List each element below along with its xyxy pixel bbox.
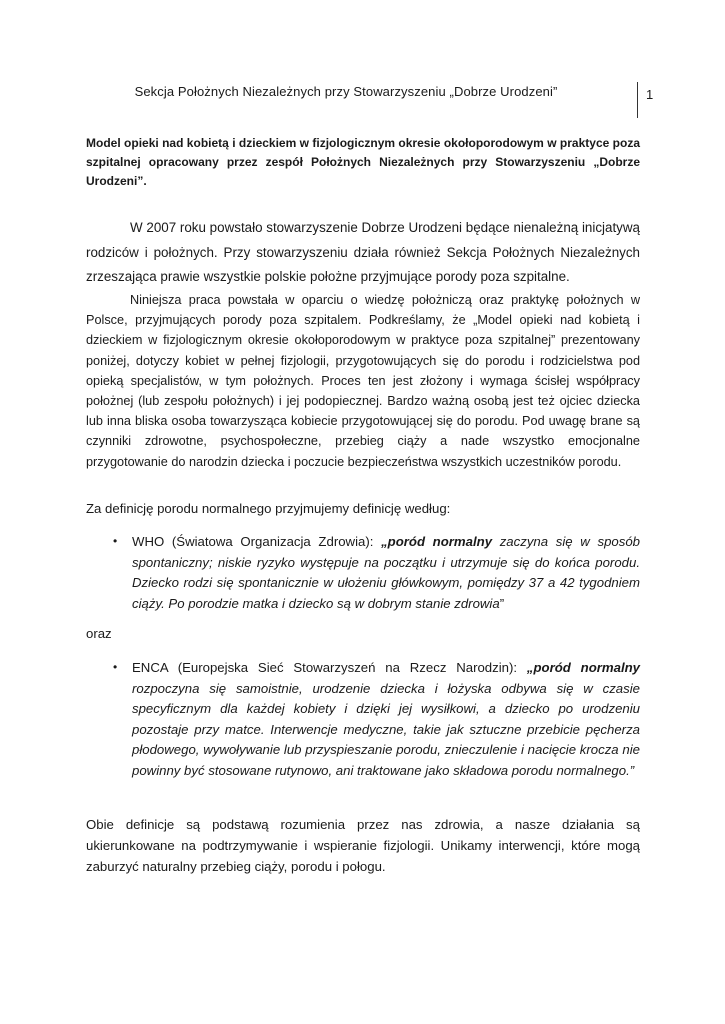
who-text: zaczyna się w sposób spontaniczny; niskie ryzyko występuje na początku i utrzymuje się do końca porodu. Dziecko rodzi się spontanicznie w ułożeniu główkowym, pomiędzy 37 a 42 tygodniem ciąży. Po porodzie matka i dziecko są w dobrym stanie zdrowia: [132, 534, 641, 611]
definition-intro: Za definicję porodu normalnego przyjmujemy definicję według:: [86, 501, 451, 516]
running-header: Sekcja Położnych Niezależnych przy Stowarzyszeniu „Dobrze Urodzeni”: [134, 84, 558, 99]
paragraph-1: W 2007 roku powstało stowarzyszenie Dobrze Urodzeni będące nienależną inicjatywą rodziców i położnych. Przy stowarzyszeniu działa również Sekcja Położnych Niezależnych zrzeszająca prawie wszystkie polskie położne przyjmujące porody poza szpitalne.: [86, 220, 640, 284]
enca-quote-open: „: [526, 660, 534, 675]
conjunction-oraz: oraz: [86, 626, 112, 641]
enca-text: rozpoczyna się samoistnie, urodzenie dziecka i łożyska odbywa się w czasie specyficznym dla każdej kobiety i dzięki jej wysiłkowi, a dziecko po urodzeniu pozostaje przy matce. Interwencje medyczne, takie jak sztuczne przebicie pęcherza płodowego, wywoływanie lub przyspieszanie porodu, znieczulenie i nacięcie krocza nie powinny być stosowane rutynowo, ani traktowane jako składowa porodu normalnego.”: [132, 680, 640, 778]
who-definition: [132, 532, 640, 614]
who-quote-close: ”: [499, 595, 505, 611]
header-divider: [637, 82, 638, 118]
who-lead: WHO (Światowa Organizacja Zdrowia):: [132, 534, 382, 549]
document-title: Model opieki nad kobietą i dzieckiem w fizjologicznym okresie okołoporodowym w praktyce poza szpitalnej opracowany przez zespół Położnych Niezależnych przy Stowarzyszeniu „Dobrze Urodzeni”.: [86, 136, 640, 188]
who-term: poród normalny: [387, 534, 493, 549]
enca-term: poród normalny: [533, 660, 640, 675]
who-quote-open: „: [381, 534, 388, 549]
page-number: 1: [646, 87, 654, 102]
paragraph-2: Niniejsza praca powstała w oparciu o wiedzę położniczą oraz praktykę położnych w Polsce, przyjmujących porody poza szpitalem. Podkreślamy, że „Model opieki nad kobietą i dzieckiem w fizjologicznym okresie okołoporodowym w praktyce poza szpitalnej” prezentowany poniżej, dotyczy kobiet w pełnej fizjologii, przygotowujących się do porodu i rodzicielstwa pod opieką specjalistów, w tym położnych. Proces ten jest złożony i wymaga ścisłej współpracy położnej (lub zespołu położnych) i jej podopiecznej. Bardzo ważną osobą jest też ojciec dziecka lub inna bliska osoba towarzysząca kobiecie przygotowującej się do porodu. Pod uwagę brane są czynniki zdrowotne, psychospołeczne, przebieg ciąży a nade wszystko emocjonalne przygotowanie do narodzin dziecka i poczucie bezpieczeństwa wszystkich uczestników porodu.: [86, 293, 640, 469]
enca-definition: [132, 658, 640, 782]
enca-lead: ENCA (Europejska Sieć Stowarzyszeń na Rzecz Narodzin):: [132, 660, 527, 675]
bullet-marker-who: •: [113, 534, 118, 548]
bullet-marker-enca: •: [113, 660, 118, 674]
paragraph-3: Obie definicje są podstawą rozumienia przez nas zdrowia, a nasze działania są ukierunkowane na podtrzymywanie i wspieranie fizjologii. Unikamy interwencji, które mogą zaburzyć naturalny przebieg ciąży, porodu i połogu.: [86, 817, 640, 875]
